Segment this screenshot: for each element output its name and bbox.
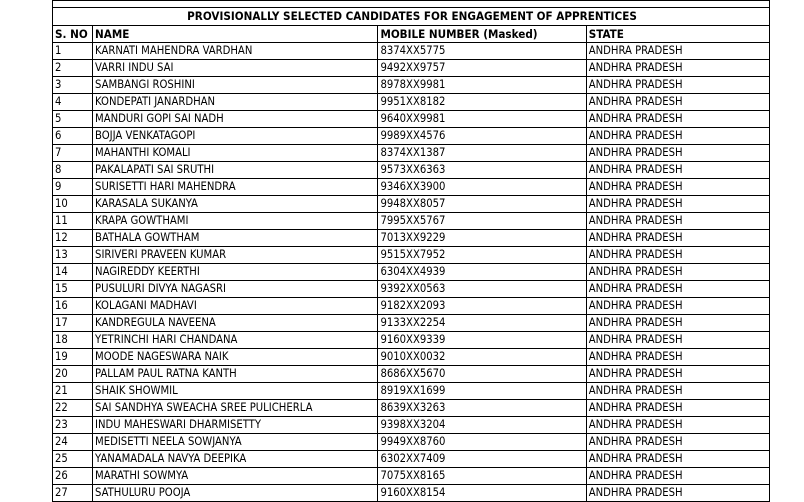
cell-state: ANDHRA PRADESH	[586, 213, 769, 230]
table-row	[53, 60, 770, 77]
cell-sno: 24	[53, 434, 93, 451]
cell-sno: 25	[53, 451, 93, 468]
cell-state: ANDHRA PRADESH	[586, 247, 769, 264]
cell-name: BATHALA GOWTHAM	[93, 230, 378, 247]
cell-sno: 23	[53, 417, 93, 434]
cell-state: ANDHRA PRADESH	[586, 162, 769, 179]
cell-name: SURISETTI HARI MAHENDRA	[93, 179, 378, 196]
table-row	[53, 298, 770, 315]
table-row	[53, 247, 770, 264]
cell-sno: 26	[53, 468, 93, 485]
cell-sno: 14	[53, 264, 93, 281]
cell-sno: 6	[53, 128, 93, 145]
cell-mobile: 9951XX8182	[378, 94, 586, 111]
table-row	[53, 111, 770, 128]
cell-state: ANDHRA PRADESH	[586, 264, 769, 281]
cell-name: MARATHI SOWMYA	[93, 468, 378, 485]
cell-sno: 17	[53, 315, 93, 332]
cell-sno: 8	[53, 162, 93, 179]
cell-mobile: 8686XX5670	[378, 366, 586, 383]
cell-state: ANDHRA PRADESH	[586, 332, 769, 349]
cell-sno: 22	[53, 400, 93, 417]
table-row	[53, 468, 770, 485]
cell-state: ANDHRA PRADESH	[586, 417, 769, 434]
cell-state: ANDHRA PRADESH	[586, 43, 769, 60]
cell-name: KARNATI MAHENDRA VARDHAN	[93, 43, 378, 60]
cell-state: ANDHRA PRADESH	[586, 485, 769, 502]
cell-state: ANDHRA PRADESH	[586, 315, 769, 332]
table-row	[53, 315, 770, 332]
table-row	[53, 366, 770, 383]
cell-name: SHAIK SHOWMIL	[93, 383, 378, 400]
cell-state: ANDHRA PRADESH	[586, 383, 769, 400]
table-row	[53, 128, 770, 145]
table-row	[53, 485, 770, 502]
cell-mobile: 9010XX0032	[378, 349, 586, 366]
candidates-sheet	[52, 0, 770, 502]
cell-mobile: 9133XX2254	[378, 315, 586, 332]
candidates-table	[52, 0, 770, 502]
cell-mobile: 9989XX4576	[378, 128, 586, 145]
cell-mobile: 7075XX8165	[378, 468, 586, 485]
cell-state: ANDHRA PRADESH	[586, 366, 769, 383]
cell-sno: 9	[53, 179, 93, 196]
cell-name: MOODE NAGESWARA NAIK	[93, 349, 378, 366]
table-row	[53, 417, 770, 434]
cell-name: PAKALAPATI SAI SRUTHI	[93, 162, 378, 179]
cell-state: ANDHRA PRADESH	[586, 145, 769, 162]
cell-name: MAHANTHI KOMALI	[93, 145, 378, 162]
table-row	[53, 281, 770, 298]
cell-name: MEDISETTI NEELA SOWJANYA	[93, 434, 378, 451]
column-header-state: STATE	[586, 26, 769, 43]
cell-state: ANDHRA PRADESH	[586, 230, 769, 247]
cell-state: ANDHRA PRADESH	[586, 77, 769, 94]
cell-sno: 11	[53, 213, 93, 230]
cell-mobile: 8639XX3263	[378, 400, 586, 417]
cell-sno: 16	[53, 298, 93, 315]
cell-name: KARASALA SUKANYA	[93, 196, 378, 213]
table-row	[53, 196, 770, 213]
cell-name: KANDREGULA NAVEENA	[93, 315, 378, 332]
cell-name: PUSULURI DIVYA NAGASRI	[93, 281, 378, 298]
table-row	[53, 77, 770, 94]
cell-state: ANDHRA PRADESH	[586, 451, 769, 468]
table-title-row	[53, 8, 770, 26]
table-row	[53, 230, 770, 247]
cell-name: YETRINCHI HARI CHANDANA	[93, 332, 378, 349]
cell-sno: 15	[53, 281, 93, 298]
cell-mobile: 8374XX5775	[378, 43, 586, 60]
cell-name: SAI SANDHYA SWEACHA SREE PULICHERLA	[93, 400, 378, 417]
table-row	[53, 145, 770, 162]
cell-name: YANAMADALA NAVYA DEEPIKA	[93, 451, 378, 468]
table-top-spacer	[53, 1, 770, 8]
cell-state: ANDHRA PRADESH	[586, 298, 769, 315]
cell-state: ANDHRA PRADESH	[586, 60, 769, 77]
table-row	[53, 349, 770, 366]
cell-mobile: 8919XX1699	[378, 383, 586, 400]
table-row	[53, 213, 770, 230]
cell-name: NAGIREDDY KEERTHI	[93, 264, 378, 281]
table-row	[53, 179, 770, 196]
cell-name: KRAPA GOWTHAMI	[93, 213, 378, 230]
cell-sno: 19	[53, 349, 93, 366]
table-row	[53, 43, 770, 60]
cell-state: ANDHRA PRADESH	[586, 434, 769, 451]
table-row	[53, 383, 770, 400]
cell-state: ANDHRA PRADESH	[586, 400, 769, 417]
cell-sno: 3	[53, 77, 93, 94]
cell-mobile: 6302XX7409	[378, 451, 586, 468]
cell-sno: 4	[53, 94, 93, 111]
cell-sno: 18	[53, 332, 93, 349]
cell-mobile: 9948XX8057	[378, 196, 586, 213]
cell-mobile: 7013XX9229	[378, 230, 586, 247]
cell-name: SIRIVERI PRAVEEN KUMAR	[93, 247, 378, 264]
cell-state: ANDHRA PRADESH	[586, 468, 769, 485]
cell-sno: 27	[53, 485, 93, 502]
cell-mobile: 9160XX9339	[378, 332, 586, 349]
cell-mobile: 6304XX4939	[378, 264, 586, 281]
cell-sno: 7	[53, 145, 93, 162]
cell-mobile: 9160XX8154	[378, 485, 586, 502]
cell-sno: 21	[53, 383, 93, 400]
cell-sno: 10	[53, 196, 93, 213]
cell-state: ANDHRA PRADESH	[586, 349, 769, 366]
cell-mobile: 7995XX5767	[378, 213, 586, 230]
column-header-sno: S. NO	[53, 26, 93, 43]
cell-mobile: 9392XX0563	[378, 281, 586, 298]
cell-name: KOLAGANI MADHAVI	[93, 298, 378, 315]
cell-mobile: 9573XX6363	[378, 162, 586, 179]
cell-name: BOJJA VENKATAGOPI	[93, 128, 378, 145]
table-header-row	[53, 26, 770, 43]
cell-mobile: 9949XX8760	[378, 434, 586, 451]
cell-sno: 13	[53, 247, 93, 264]
cell-mobile: 9640XX9981	[378, 111, 586, 128]
cell-sno: 2	[53, 60, 93, 77]
cell-mobile: 9346XX3900	[378, 179, 586, 196]
table-row	[53, 94, 770, 111]
cell-name: PALLAM PAUL RATNA KANTH	[93, 366, 378, 383]
cell-mobile: 8978XX9981	[378, 77, 586, 94]
column-header-name: NAME	[93, 26, 378, 43]
table-title: PROVISIONALLY SELECTED CANDIDATES FOR ENGAGEMENT OF APPRENTICES	[53, 8, 770, 26]
table-row	[53, 264, 770, 281]
cell-name: SAMBANGI ROSHINI	[93, 77, 378, 94]
cell-mobile: 8374XX1387	[378, 145, 586, 162]
cell-state: ANDHRA PRADESH	[586, 196, 769, 213]
cell-mobile: 9515XX7952	[378, 247, 586, 264]
cell-name: VARRI INDU SAI	[93, 60, 378, 77]
cell-state: ANDHRA PRADESH	[586, 111, 769, 128]
cell-name: MANDURI GOPI SAI NADH	[93, 111, 378, 128]
cell-sno: 5	[53, 111, 93, 128]
cell-state: ANDHRA PRADESH	[586, 281, 769, 298]
cell-mobile: 9492XX9757	[378, 60, 586, 77]
cell-state: ANDHRA PRADESH	[586, 94, 769, 111]
cell-state: ANDHRA PRADESH	[586, 179, 769, 196]
cell-sno: 1	[53, 43, 93, 60]
table-row	[53, 434, 770, 451]
cell-name: KONDEPATI JANARDHAN	[93, 94, 378, 111]
column-header-mobile: MOBILE NUMBER (Masked)	[378, 26, 586, 43]
table-row	[53, 451, 770, 468]
cell-sno: 20	[53, 366, 93, 383]
table-row	[53, 400, 770, 417]
cell-mobile: 9398XX3204	[378, 417, 586, 434]
cell-name: INDU MAHESWARI DHARMISETTY	[93, 417, 378, 434]
table-row	[53, 332, 770, 349]
cell-name: SATHULURU POOJA	[93, 485, 378, 502]
cell-sno: 12	[53, 230, 93, 247]
cell-state: ANDHRA PRADESH	[586, 128, 769, 145]
table-row	[53, 162, 770, 179]
cell-mobile: 9182XX2093	[378, 298, 586, 315]
